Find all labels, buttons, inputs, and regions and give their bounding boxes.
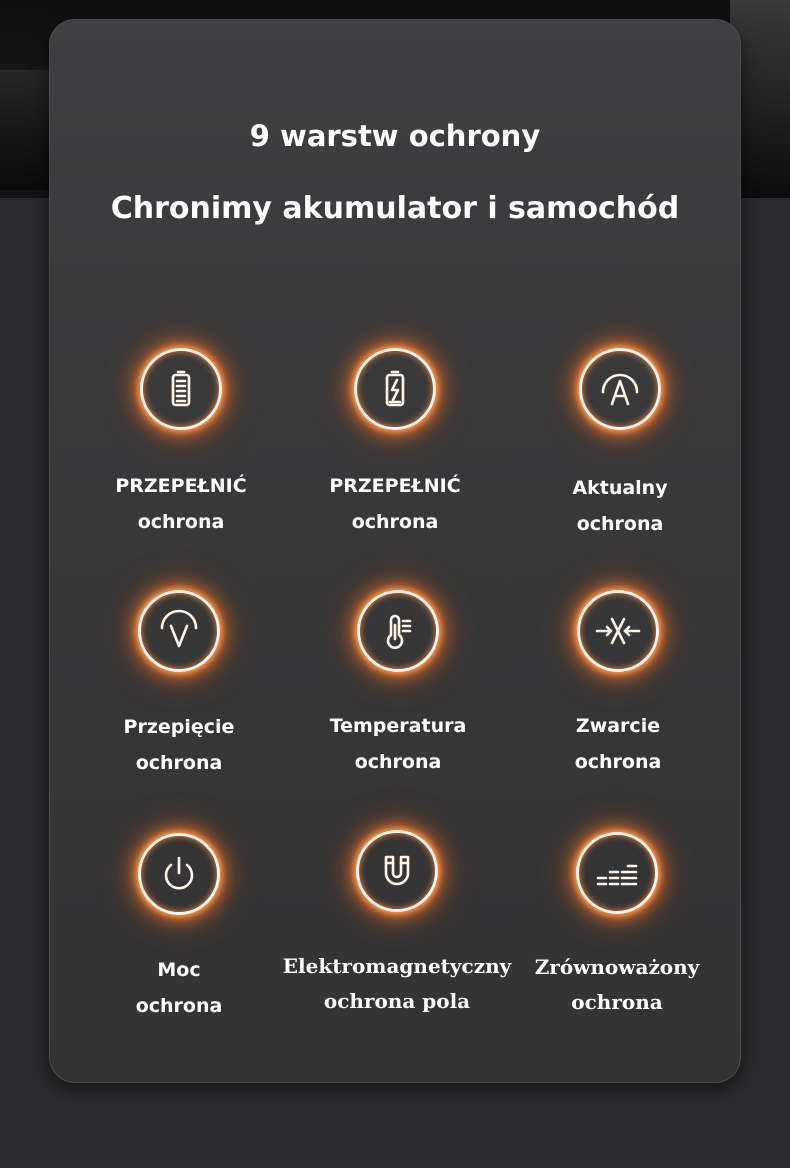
feature-label-line1: Moc (157, 959, 201, 981)
power-icon (138, 833, 220, 915)
magnet-icon (356, 830, 438, 912)
feature-label-line1: Aktualny (572, 477, 668, 499)
feature-label-line2: ochrona (135, 752, 223, 774)
equalizer-icon (576, 832, 658, 914)
ampere-meter-icon (579, 348, 661, 430)
feature-label-line1: Temperatura (329, 715, 467, 737)
battery-charging-icon (354, 348, 436, 430)
feature-current-protection (490, 348, 750, 542)
feature-label-line2: ochrona (137, 511, 225, 533)
feature-label-line2: ochrona (351, 511, 439, 533)
feature-balanced-protection (487, 832, 747, 1020)
thermometer-icon (357, 590, 439, 672)
feature-label-line1: PRZEPEŁNIĆ (329, 475, 461, 497)
voltage-meter-icon (138, 590, 220, 672)
short-circuit-icon (577, 590, 659, 672)
feature-label-line2: ochrona (135, 995, 223, 1017)
feature-label-line2: ochrona (576, 513, 664, 535)
feature-label-line2: ochrona (574, 751, 662, 773)
feature-overcharge-protection-2 (265, 348, 525, 540)
feature-short-circuit-protection (488, 590, 748, 780)
battery-full-icon (140, 348, 222, 430)
page-title: 9 warstw ochrony (249, 119, 541, 153)
feature-label-line1: Zwarcie (575, 715, 661, 737)
page-subtitle: Chronimy akumulator i samochód (110, 191, 680, 226)
feature-label-line1: Zrównoważony (534, 955, 700, 979)
feature-label-line1: Elektromagnetyczny (282, 954, 512, 978)
feature-label-line1: Przepięcie (123, 716, 235, 738)
feature-label-line2: ochrona (571, 990, 663, 1014)
feature-label-line2: ochrona (354, 751, 442, 773)
protection-panel (49, 19, 741, 1083)
feature-label-line2: ochrona pola (323, 989, 471, 1013)
feature-label-line1: PRZEPEŁNIĆ (115, 475, 247, 497)
